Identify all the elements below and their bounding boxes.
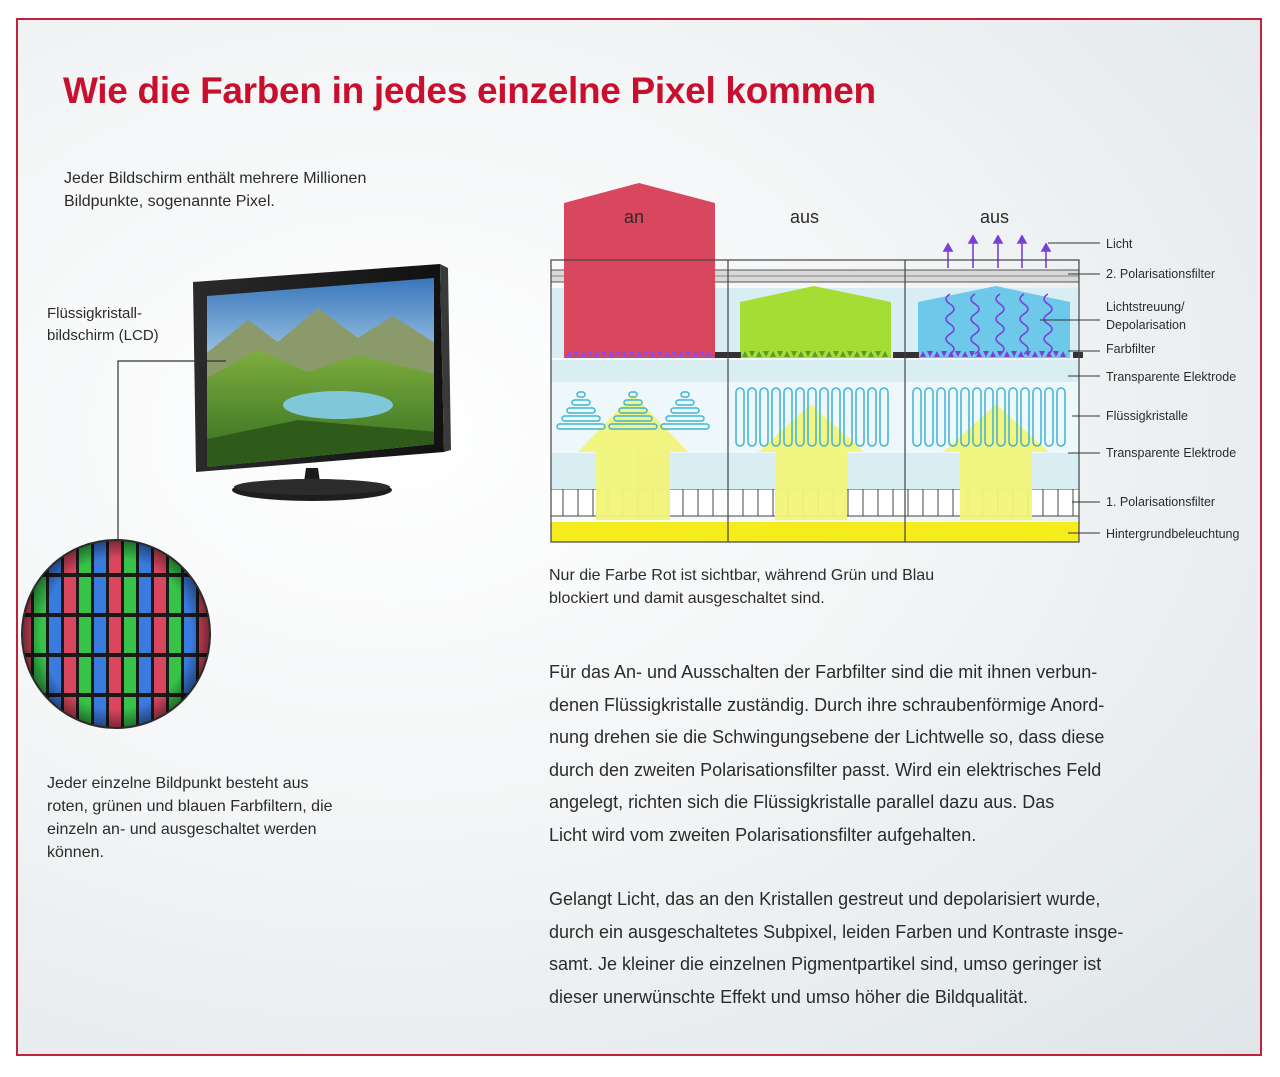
layer-label-crystals: Flüssigkristalle [1106,409,1188,423]
landscape-screen [203,270,443,470]
infographic-frame [16,18,1262,1056]
layer-label-polarizer-1: 1. Polarisationsfilter [1106,495,1216,509]
layer-label-color-filter: Farbfilter [1106,342,1156,356]
lcd-label: Flüssigkristall- bildschirm (LCD) [47,305,159,344]
electrode-upper [551,360,1079,382]
layer-label-electrode-bottom: Transparente Elektrode [1106,446,1237,460]
state-label-green: aus [790,207,820,227]
body-text [549,656,1229,1045]
state-label-red: an [624,207,645,227]
layer-label-electrode-top: Transparente Elektrode [1106,370,1237,384]
pixel-description: Jeder einzelne Bildpunkt besteht aus roten, grünen und blauen Farbfiltern, die einzeln an- und ausgeschaltet werden können. [47,775,333,861]
pixel-magnifier [18,535,226,735]
diagram-caption: Nur die Farbe Rot ist sichtbar, während Grün und Blau blockiert und damit ausgeschaltet sind. [549,567,935,607]
page-title: Wie die Farben in jedes einzelne Pixel kommen [63,70,876,111]
layer-label-scatter-2: Depolarisation [1106,318,1186,332]
cross-section [551,183,1083,542]
layer-label-scatter-1: Lichtstreuung/ [1106,300,1185,314]
layer-label-polarizer-2: 2. Polarisationsfilter [1106,267,1216,281]
paragraph-1: Für das An- und Ausschalten der Farbfilter sind die mit ihnen verbun- denen Flüssigkristalle zuständig. Durch ihre schraubenförmige Anord- nung drehen sie die Schwingungsebene der Lichtwelle so, dass diese durch den zweiten Polarisationsfilter passt. Wird ein elektrisches Feld angelegt, richten sich die Flüssigkristalle parallel dazu aus. Das Licht wird vom zweiten Polarisationsfilter aufgehalten. [549,662,1105,845]
paragraph-2: Gelangt Licht, das an den Kristallen gestreut und depolarisiert wurde, durch ein ausgeschaltetes Subpixel, leiden Farben und Kontraste insge- samt. Je kleiner die einzelnen Pigmentpartikel sind, umso geringer ist dieser unerwünschte Effekt und umso höher die Bildqualität. [549,889,1124,1007]
backlight-layer [551,522,1079,542]
monitor-illustration [193,264,451,501]
layer-label-backlight: Hintergrundbeleuchtung [1106,527,1240,541]
state-label-blue: aus [980,207,1010,227]
layer-label-light: Licht [1106,237,1133,251]
intro-text: Jeder Bildschirm enthält mehrere Millionen Bildpunkte, sogenannte Pixel. [64,170,367,210]
